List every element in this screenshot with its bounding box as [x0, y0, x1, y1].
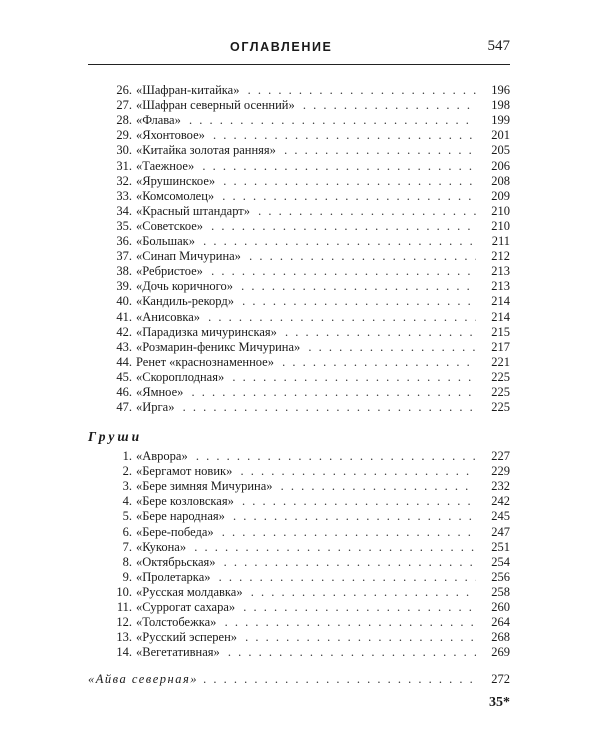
toc-entry-title: «Анисовка» . . . — [136, 309, 476, 325]
toc-entry-number: 9. — [122, 569, 132, 584]
toc-entry-title: «Бере зимняя Мичурина» . . . — [136, 478, 476, 494]
toc-entry-page: 269 — [491, 645, 510, 660]
toc-entry-number: 1. — [122, 449, 132, 463]
toc-entry-number: 27. — [116, 98, 132, 113]
toc-entry-number: 29. — [116, 128, 132, 143]
toc-entry-number: 32. — [116, 173, 132, 188]
toc-entry-page: 264 — [491, 615, 510, 630]
toc-entry[interactable] — [0, 82, 600, 98]
toc-entry-number: 3. — [122, 479, 132, 494]
toc-entry-number: 37. — [116, 249, 132, 264]
toc-entry-title: «Суррогат сахара» . . . — [136, 599, 476, 615]
toc-entry-number: 5. — [122, 509, 132, 524]
section-heading-pears: Груши — [88, 429, 143, 444]
toc-entry-title: «Шафран северный осенний» . . . — [136, 97, 476, 113]
toc-entry-title: «Ярушинское» . . . — [136, 173, 476, 189]
toc-entry[interactable] — [0, 263, 600, 279]
toc-entry-page: 225 — [491, 385, 510, 399]
toc-entry-page: 201 — [491, 128, 510, 143]
toc-entry[interactable] — [0, 508, 600, 524]
toc-entry[interactable] — [0, 399, 600, 415]
toc-entry[interactable] — [0, 599, 600, 615]
toc-entry[interactable] — [0, 448, 600, 464]
toc-entry-page: 258 — [491, 584, 510, 599]
toc-entry-page: 210 — [491, 203, 510, 218]
toc-entry-page: 213 — [491, 264, 510, 279]
toc-entry-page: 209 — [491, 188, 510, 203]
toc-entry-number: 2. — [122, 464, 132, 479]
toc-entry-number: 44. — [116, 354, 132, 369]
running-header-page-number: 547 — [487, 38, 510, 54]
toc-entry[interactable] — [0, 278, 600, 294]
toc-entry-title: «Большак» . . . — [136, 233, 476, 249]
toc-entry-number: 30. — [116, 143, 132, 158]
toc-entry-page: 199 — [491, 113, 510, 128]
toc-entry[interactable] — [0, 569, 600, 585]
toc-entry-title: «Бере козловская» . . . — [136, 493, 476, 509]
toc-entry-number: 39. — [116, 279, 132, 294]
toc-entry-page: 210 — [491, 218, 510, 233]
toc-entry[interactable] — [0, 97, 600, 113]
toc-entry[interactable] — [0, 629, 600, 645]
toc-entry-title: «Парадизка мичуринская» . . . — [136, 324, 476, 340]
toc-entry-page: 225 — [491, 369, 510, 384]
toc-entry-number: 40. — [116, 294, 132, 309]
toc-entry-number: 38. — [116, 264, 132, 279]
header-divider — [88, 64, 510, 65]
toc-entry-page: 242 — [491, 494, 510, 509]
toc-entry-number: 42. — [116, 324, 132, 339]
toc-entry-title: «Таежное» . . . — [136, 158, 476, 174]
toc-entry-page: 247 — [491, 524, 510, 539]
toc-entry-page: 268 — [491, 630, 510, 645]
toc-entry-page: 229 — [491, 464, 510, 479]
toc-entry-title: «Бергамот новик» . . . — [136, 463, 476, 479]
toc-entry-page: 214 — [491, 294, 510, 309]
toc-entry-title: «Пролетарка» . . . — [136, 569, 476, 585]
toc-entry-page: 196 — [491, 83, 510, 97]
toc-entry-title: «Скороплодная» . . . — [136, 369, 476, 385]
toc-entry[interactable] — [0, 524, 600, 540]
toc-entry-title: «Бере-победа» . . . — [136, 524, 476, 540]
toc-entry-title: «Октябрьская» . . . — [136, 554, 476, 570]
toc-entry-quince[interactable] — [0, 670, 600, 688]
toc-entry-page: 215 — [491, 324, 510, 339]
toc-entry-page: 217 — [491, 339, 510, 354]
toc-entry-title: «Ирга» . . . — [136, 399, 476, 415]
toc-entry-title: «Комсомолец» . . . — [136, 188, 476, 204]
toc-entry-title: «Айва северная» . . . — [88, 670, 476, 688]
toc-entry[interactable] — [0, 354, 600, 370]
toc-entry-page: 208 — [491, 173, 510, 188]
toc-entry-title: «Шафран-китайка» . . . — [136, 82, 476, 98]
toc-entry[interactable] — [0, 493, 600, 509]
toc-entry-title: «Вегетативная» . . . — [136, 644, 476, 660]
toc-entry-title: «Розмарин-феникс Мичурина» . . . — [136, 339, 476, 355]
toc-entry[interactable] — [0, 127, 600, 143]
toc-entry-number: 7. — [122, 539, 132, 554]
toc-entry-page: 260 — [491, 600, 510, 614]
running-header-title: ОГЛАВЛЕНИЕ — [230, 40, 333, 54]
toc-entry[interactable] — [0, 309, 600, 325]
toc-entry[interactable] — [0, 384, 600, 400]
toc-entry-number: 26. — [116, 83, 132, 97]
toc-entry[interactable] — [0, 339, 600, 355]
toc-entry-title: «Дочь коричного» . . . — [136, 278, 476, 294]
toc-entry-number: 35. — [116, 218, 132, 233]
toc-entry-title: «Советское» . . . — [136, 218, 476, 234]
printer-signature-mark: 35* — [489, 695, 510, 710]
toc-entry-page: 232 — [491, 479, 510, 494]
toc-entry-number: 4. — [122, 494, 132, 509]
toc-entry[interactable] — [0, 233, 600, 249]
toc-entry[interactable] — [0, 218, 600, 234]
toc-entry-number: 47. — [116, 400, 132, 415]
toc-entry-title: «Русская молдавка» . . . — [136, 584, 476, 600]
toc-entry-page: 205 — [491, 143, 510, 158]
toc-entry-number: 8. — [122, 554, 132, 569]
toc-entry-page: 214 — [491, 309, 510, 324]
toc-entry-title: «Толстобежка» . . . — [136, 614, 476, 630]
toc-entry-title: «Ямное» . . . — [136, 384, 476, 400]
toc-entry[interactable] — [0, 158, 600, 174]
toc-entry-page: 251 — [491, 539, 510, 554]
toc-entry-title: «Флава» . . . — [136, 112, 476, 128]
toc-entry-title: Ренет «краснознаменное» . . . — [136, 354, 476, 370]
toc-entry-page: 198 — [491, 98, 510, 113]
toc-entry-page: 213 — [491, 279, 510, 294]
toc-entry[interactable] — [0, 324, 600, 340]
toc-entry[interactable] — [0, 539, 600, 555]
toc-entry-number: 34. — [116, 203, 132, 218]
toc-entry-number: 13. — [116, 630, 132, 645]
toc-entry-number: 41. — [116, 309, 132, 324]
toc-entry-page: 221 — [491, 354, 510, 369]
toc-entry[interactable] — [0, 369, 600, 385]
toc-entry[interactable] — [0, 584, 600, 600]
toc-entry-title: «Кандиль-рекорд» . . . — [136, 293, 476, 309]
toc-entry[interactable] — [0, 188, 600, 204]
toc-entry-number: 33. — [116, 188, 132, 203]
toc-entry[interactable] — [0, 173, 600, 189]
toc-entry[interactable] — [0, 644, 600, 660]
toc-entry-number: 43. — [116, 339, 132, 354]
toc-entry[interactable] — [0, 293, 600, 309]
toc-entry-title: «Русский эсперен» . . . — [136, 629, 476, 645]
toc-entry-page: 254 — [491, 554, 510, 569]
toc-entry-number: 11. — [116, 600, 132, 614]
toc-entry[interactable] — [0, 463, 600, 479]
toc-entry-page: 225 — [491, 400, 510, 415]
toc-entry-number: 36. — [116, 234, 132, 248]
toc-entry-page: 206 — [491, 158, 510, 173]
toc-entry-page: 227 — [491, 449, 510, 463]
toc-entry-title: «Аврора» . . . — [136, 448, 476, 464]
toc-entry-page: 245 — [491, 509, 510, 524]
toc-entry-number: 12. — [116, 615, 132, 630]
toc-entry[interactable] — [0, 554, 600, 570]
toc-entry-number: 31. — [116, 158, 132, 173]
toc-entry[interactable] — [0, 142, 600, 158]
toc-entry[interactable] — [0, 203, 600, 219]
toc-entry-title: «Синап Мичурина» . . . — [136, 248, 476, 264]
toc-entry-number: 6. — [122, 524, 132, 539]
toc-entry[interactable] — [0, 614, 600, 630]
toc-entry-number: 45. — [116, 369, 132, 384]
toc-entry-page: 256 — [491, 569, 510, 584]
toc-entry-number: 46. — [116, 385, 132, 399]
toc-entry[interactable] — [0, 112, 600, 128]
toc-entry[interactable] — [0, 248, 600, 264]
toc-entry-number: 28. — [116, 113, 132, 128]
toc-entry-title: «Бере народная» . . . — [136, 508, 476, 524]
toc-entry-title: «Китайка золотая ранняя» . . . — [136, 142, 476, 158]
toc-entry-page: 212 — [491, 249, 510, 264]
toc-entry-page: 211 — [491, 234, 510, 248]
toc-entry-title: «Яхонтовое» . . . — [136, 127, 476, 143]
toc-entry-number: 10. — [116, 584, 132, 599]
toc-entry-title: «Кукона» . . . — [136, 539, 476, 555]
toc-entry-title: «Красный штандарт» . . . — [136, 203, 476, 219]
toc-entry-number: 14. — [116, 645, 132, 660]
toc-entry[interactable] — [0, 478, 600, 494]
toc-entry-title: «Ребристое» . . . — [136, 263, 476, 279]
toc-entry-page: 272 — [491, 672, 510, 686]
